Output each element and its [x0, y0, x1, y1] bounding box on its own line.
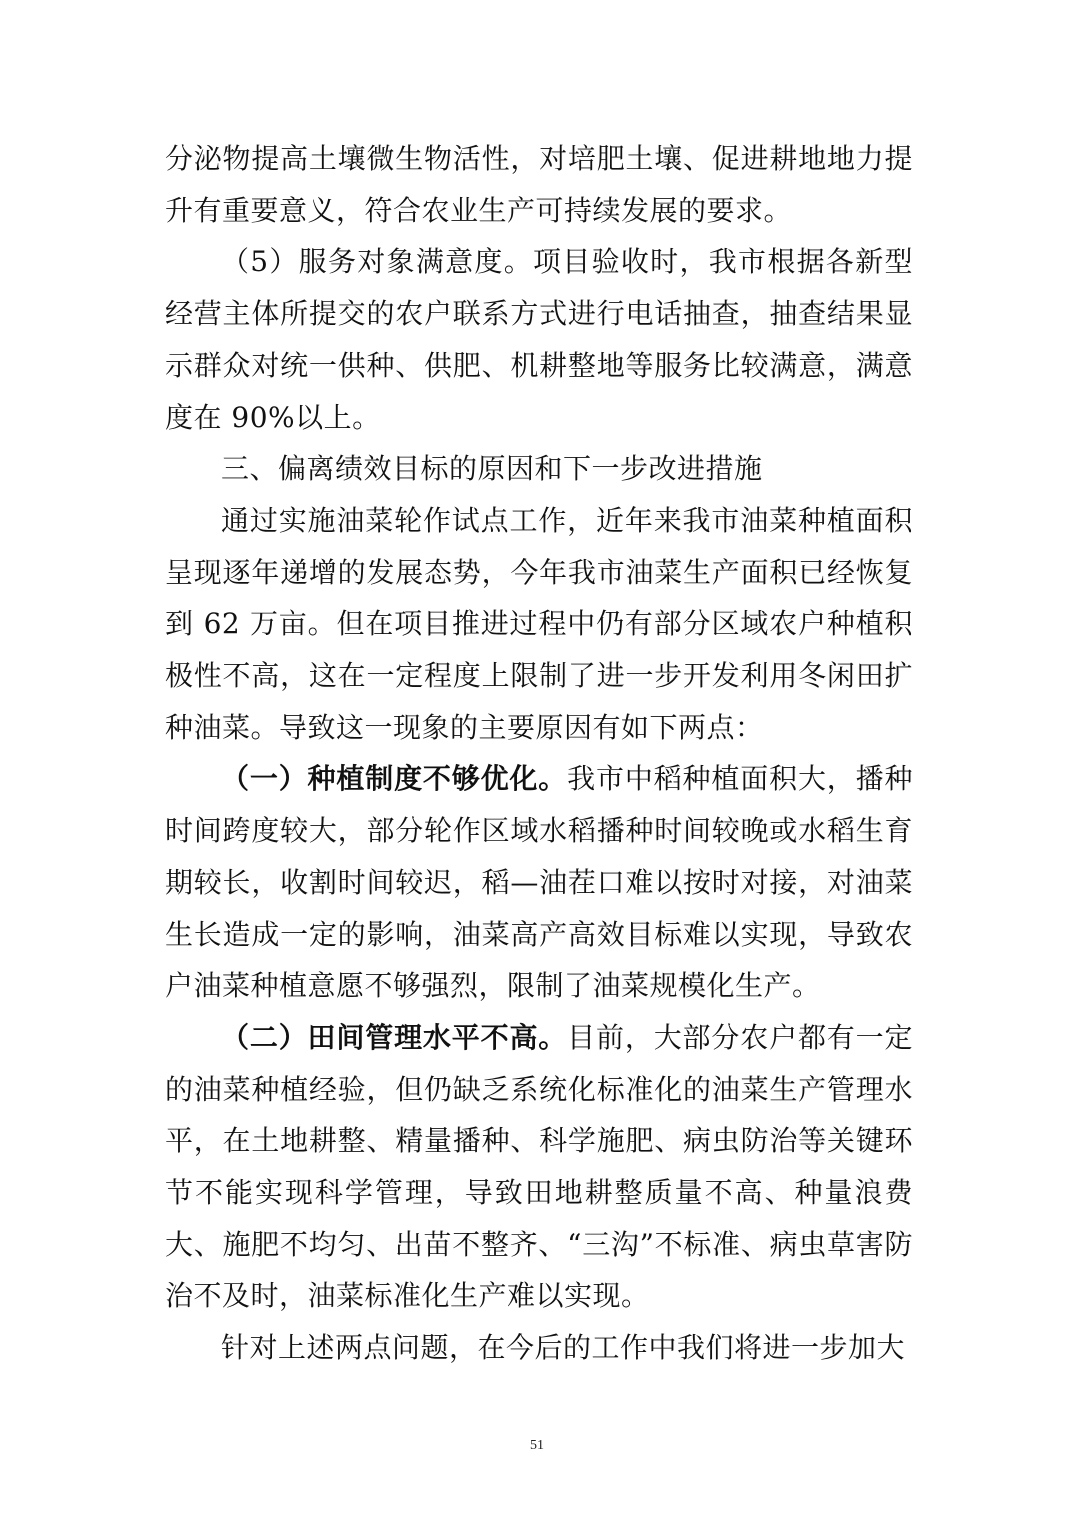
section-heading — [165, 443, 913, 495]
paragraph-planting-system — [165, 753, 913, 1012]
paragraph-text: 通过实施油菜轮作试点工作，近年来我市油菜种植面积呈现逐年递增的发展态势，今年我市油菜生产面积已经恢复到 62 万亩。但在项目推进过程中仍有部分区域农户种植积极性不高，这在一定程度上限制了进一步开发利用冬闲田扩种油菜。导致这一现象的主要原因有如下两点： — [165, 503, 913, 744]
subheading-field-management: （二）田间管理水平不高。 — [221, 1020, 568, 1054]
paragraph-text: 分泌物提高土壤微生物活性，对培肥土壤、促进耕地地力提升有重要意义，符合农业生产可持续发展的要求。 — [165, 142, 913, 227]
paragraph-rapeseed-development — [165, 495, 913, 754]
page-number: 51 — [530, 1438, 544, 1453]
paragraph-text: 我市中稻种植面积大，播种时间跨度较大，部分轮作区域水稻播种时间较晚或水稻生育期较长，收割时间较迟，稻—油茬口难以按时对接，对油菜生长造成一定的影响，油菜高产高效目标难以实现，导致农户油菜种植意愿不够强烈，限制了油菜规模化生产。 — [165, 762, 913, 1003]
paragraph-text: 针对上述两点问题，在今后的工作中我们将进一步加大 — [221, 1331, 906, 1365]
paragraph-text: 目前，大部分农户都有一定的油菜种植经验，但仍缺乏系统化标准化的油菜生产管理水平，在土地耕整、精量播种、科学施肥、病虫防治等关键环节不能实现科学管理，导致田地耕整质量不高、种量浪费大、施肥不均匀、出苗不整齐、“三沟”不标准、病虫草害防治不及时，油菜标准化生产难以实现。 — [165, 1020, 913, 1313]
paragraph-next-steps — [165, 1322, 913, 1374]
subheading-planting-system: （一）种植制度不够优化。 — [221, 762, 568, 796]
paragraph-field-management — [165, 1012, 913, 1322]
document-body — [165, 133, 913, 1374]
paragraph-satisfaction — [165, 236, 913, 443]
paragraph-text: （5）服务对象满意度。项目验收时，我市根据各新型经营主体所提交的农户联系方式进行电话抽查，抽查结果显示群众对统一供种、供肥、机耕整地等服务比较满意，满意度在 90%以上。 — [165, 245, 913, 434]
section-heading-text: 三、偏离绩效目标的原因和下一步改进措施 — [221, 452, 763, 486]
paragraph-soil-benefit — [165, 133, 913, 236]
